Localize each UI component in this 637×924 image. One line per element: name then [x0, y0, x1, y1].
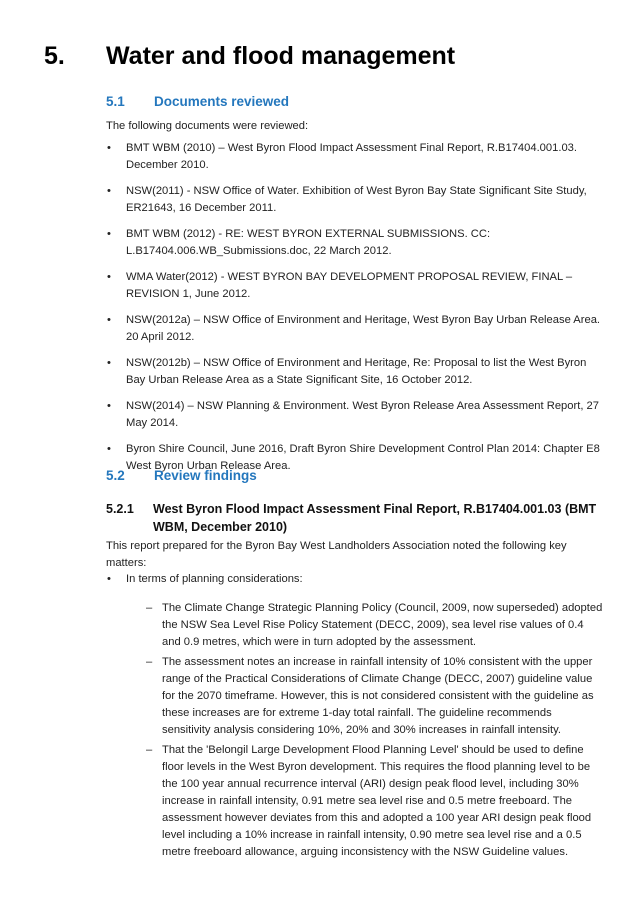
bullet-icon: • [107, 142, 111, 154]
list-item: – The assessment notes an increase in rainfall intensity of 10% consistent with the upper range of the Practical Considerations of Climate Change (DECC, 2007) guideline value for the 2070 timeframe. However, this is not considered consistent with the guideline as these increases are for extreme 1-day total rainfall. The guideline recommends sensitivity analysis considering 10%, 20% and 30% increases in rainfall intensity. [146, 656, 594, 736]
planning-bullet [106, 571, 602, 588]
list-item: • NSW(2014) – NSW Planning & Environment. West Byron Release Area Assessment Report, 27 May 2014. [107, 400, 599, 429]
list-item: • WMA Water(2012) - WEST BYRON BAY DEVELOPMENT PROPOSAL REVIEW, FINAL – REVISION 1, June 2012. [107, 271, 573, 300]
documents-intro: The following documents were reviewed: [106, 120, 309, 132]
bullet-icon: • [107, 185, 111, 197]
subsection-number: 5.1 [106, 94, 125, 109]
section-title: Water and flood management [106, 42, 456, 70]
subsection-heading-documents [106, 94, 289, 109]
section-heading [44, 42, 455, 71]
bullet-icon: • [107, 357, 111, 369]
documents-list [106, 140, 602, 484]
subsection-heading-findings [106, 468, 257, 483]
list-item: • NSW(2012b) – NSW Office of Environment and Heritage, Re: Proposal to list the West Byron Bay Urban Release Area as a State Significant Site, 16 October 2012. [107, 357, 587, 386]
dash-icon: – [146, 602, 153, 614]
bullet-icon: • [107, 443, 111, 455]
subsubsection-heading [106, 500, 603, 536]
bullet-icon: • [107, 271, 111, 283]
list-item: – The Climate Change Strategic Planning Policy (Council, 2009, now superseded) adopted the NSW Sea Level Rise Policy Statement (DECC, 2009), sea level rise values of 0.4 and 0.9 metres, which were in turn adopted by the assessment. [146, 602, 603, 648]
section-number: 5. [44, 42, 65, 70]
bullet-icon: • [107, 228, 111, 240]
list-item: • BMT WBM (2010) – West Byron Flood Impact Assessment Final Report, R.B17404.001.03. December 2010. [107, 142, 578, 171]
findings-intro: This report prepared for the Byron Bay West Landholders Association noted the following key matters: [106, 540, 567, 569]
subsubsection-number: 5.2.1 [106, 502, 134, 516]
list-item: – That the 'Belongil Large Development Flood Planning Level' should be used to define floor levels in the West Byron development. This requires the flood planning level to be the 100 year annual recurrence interval (ARI) design peak flood level, including 30% increase in rainfall intensity, 0.91 metre sea level rise and 0.5 metre freeboard. The assessment however deviates from this and adopted a 100 year ARI design peak flood level including a 10% increase in rainfall intensity, 0.90 metre sea level rise and a 0.5 metre freeboard allowance, arguing inconsistency with the NSW Guideline values. [146, 744, 592, 858]
dash-icon: – [146, 744, 153, 756]
list-item: • Byron Shire Council, June 2016, Draft Byron Shire Development Control Plan 2014: Chapter E8 West Byron Urban Release Area. [107, 443, 600, 472]
bullet-icon: • [107, 400, 111, 412]
planning-bullet-label: In terms of planning considerations: [126, 573, 303, 585]
planning-points [146, 600, 603, 864]
list-item: • NSW(2011) - NSW Office of Water. Exhibition of West Byron Bay State Significant Site Study, ER21643, 16 December 2011. [107, 185, 587, 214]
list-item: • NSW(2012a) – NSW Office of Environment and Heritage, West Byron Bay Urban Release Area. 20 April 2012. [107, 314, 601, 343]
subsection-title: Review findings [154, 468, 257, 483]
subsection-title: Documents reviewed [154, 94, 290, 109]
bullet-icon: • [107, 314, 111, 326]
subsubsection-title: West Byron Flood Impact Assessment Final Report, R.B17404.001.03 (BMT WBM, December 2010) [153, 502, 597, 534]
bullet-icon: • [107, 573, 111, 585]
dash-icon: – [146, 656, 153, 668]
subsection-number: 5.2 [106, 468, 125, 483]
list-item: • BMT WBM (2012) - RE: WEST BYRON EXTERNAL SUBMISSIONS. CC: L.B17404.006.WB_Submissions.doc, 22 March 2012. [107, 228, 491, 257]
